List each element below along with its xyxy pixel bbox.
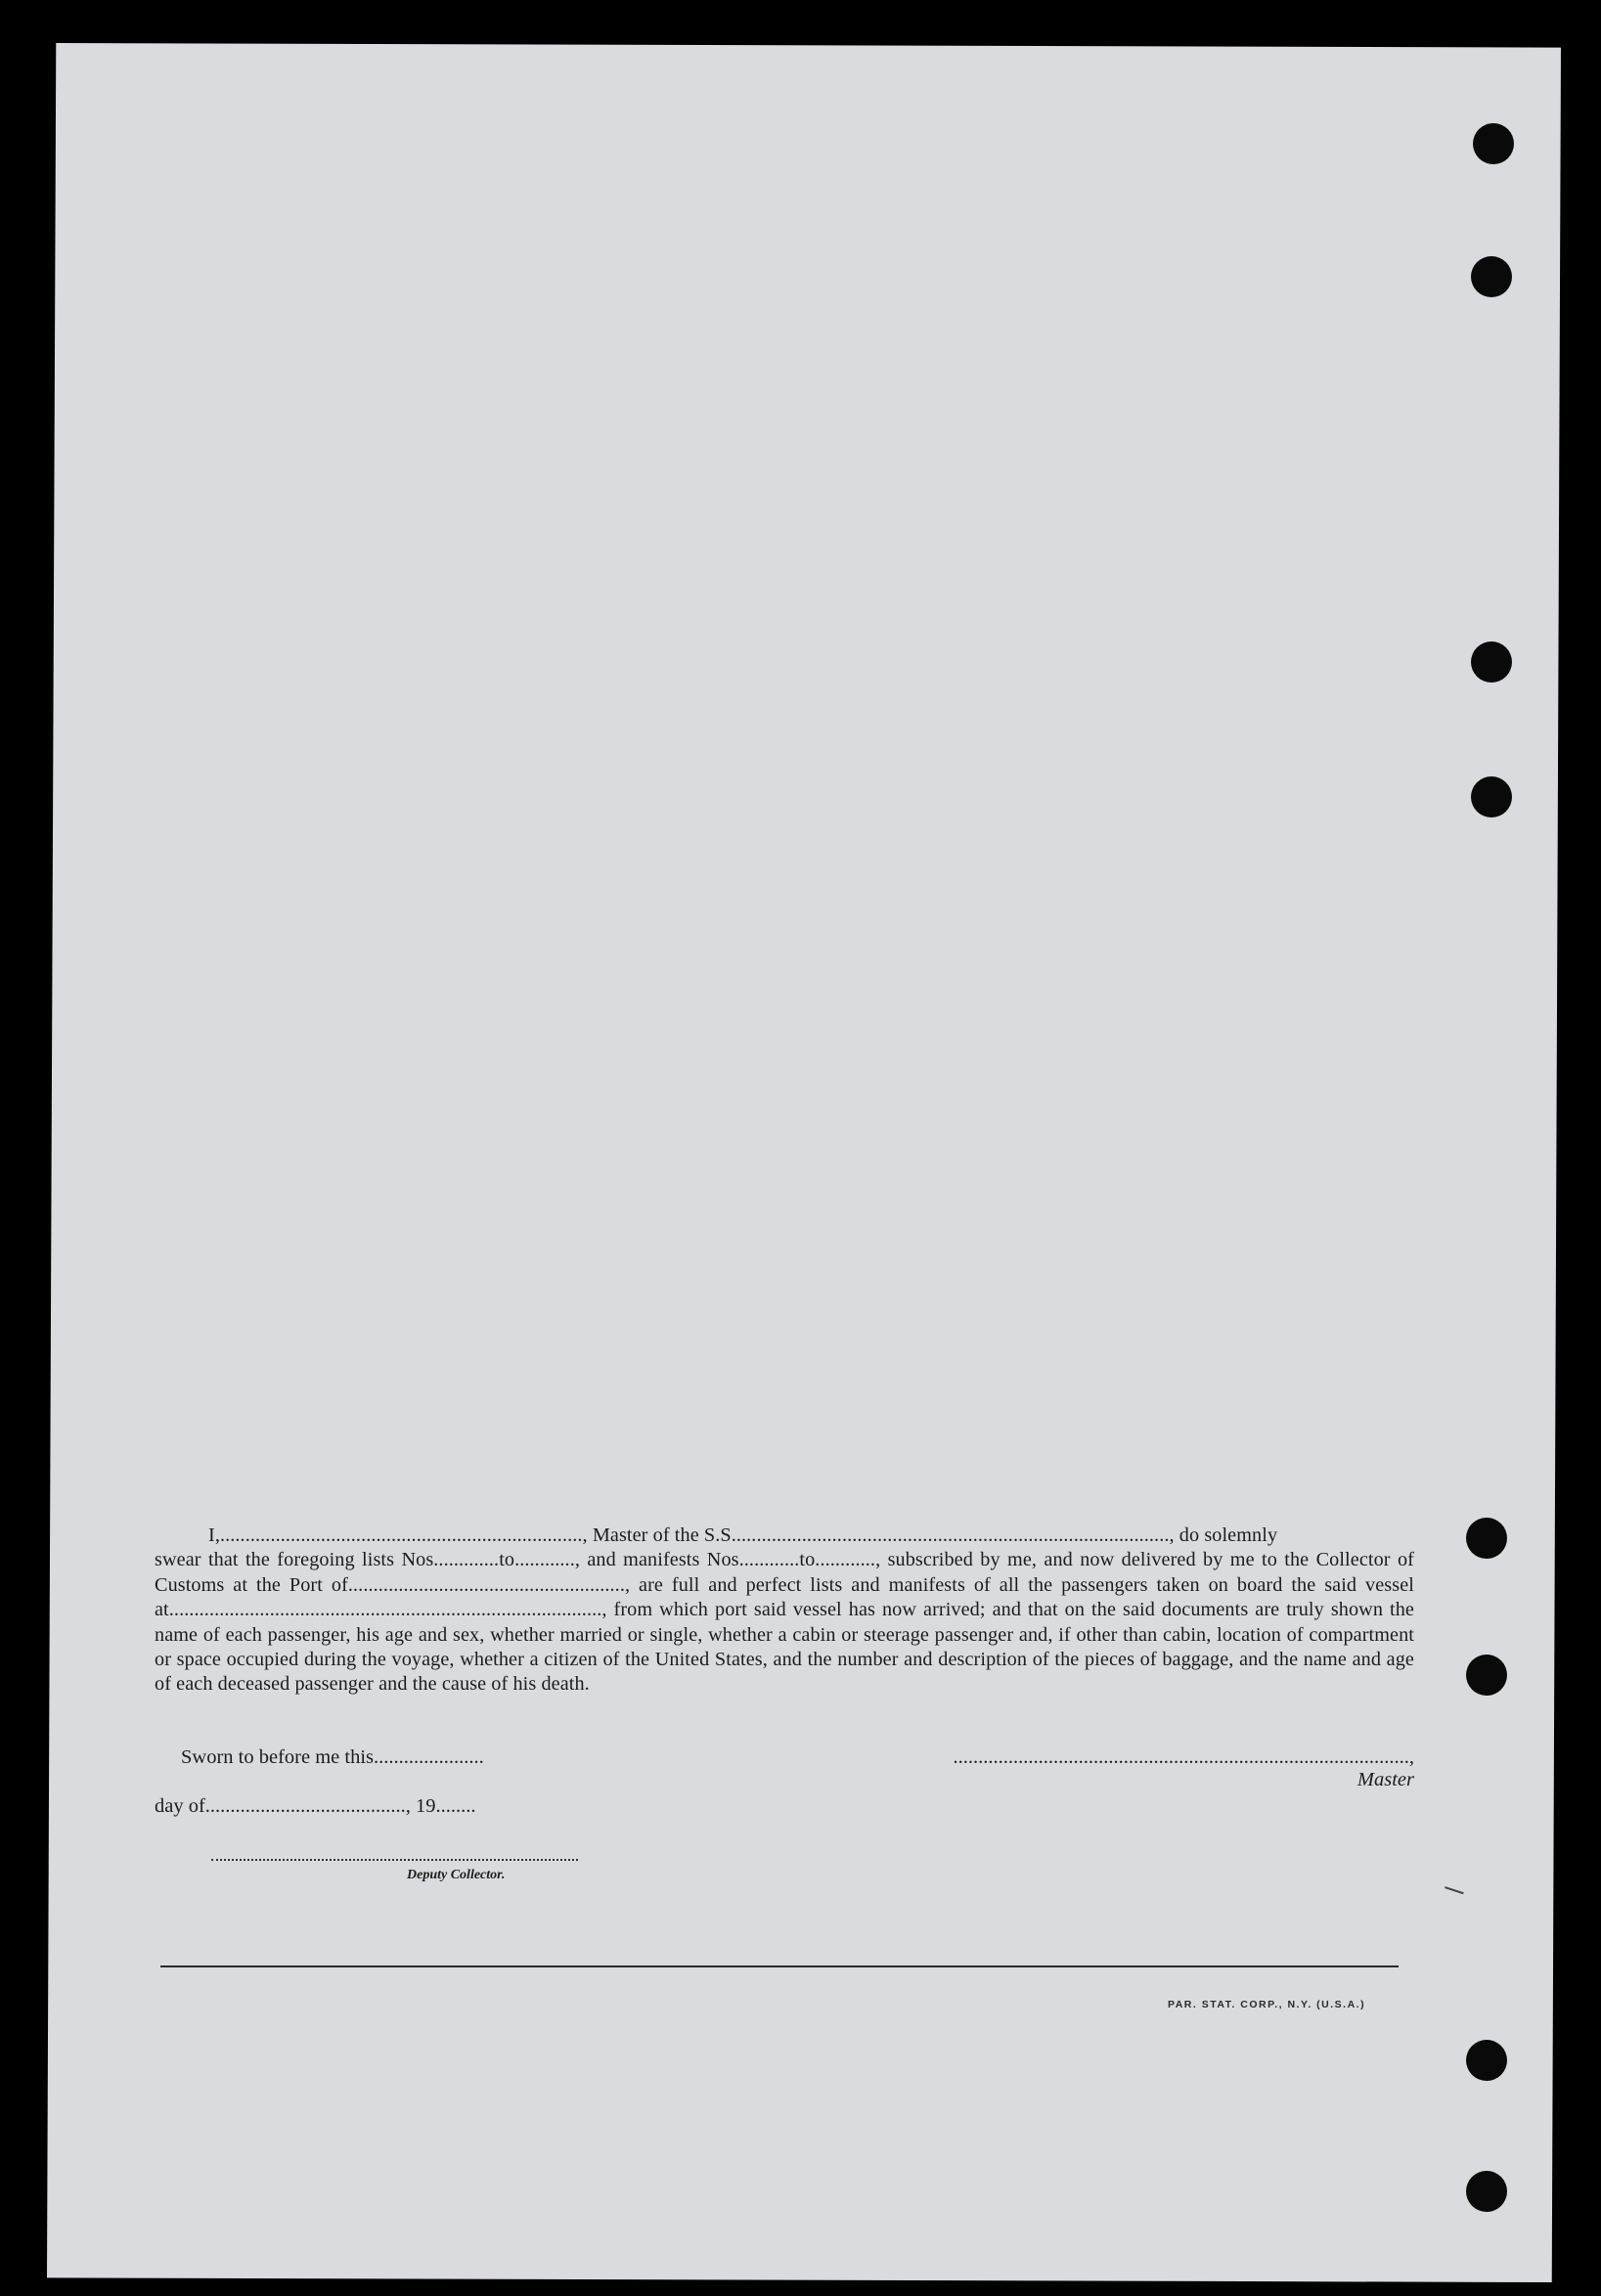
punch-hole (1466, 1655, 1507, 1696)
punch-hole (1471, 256, 1512, 297)
deputy-signature-line (211, 1859, 578, 1861)
printer-imprint: PAR. STAT. CORP., N.Y. (U.S.A.) (1168, 1999, 1366, 2010)
punch-hole (1471, 776, 1512, 817)
punch-hole (1471, 641, 1512, 683)
master-dotted-line: ..........................................................................................., (953, 1746, 1414, 1768)
day-of-line: day of........................................, 19........ (155, 1795, 476, 1817)
master-signature-line (904, 1746, 1414, 1791)
punch-hole (1466, 2040, 1507, 2081)
punch-hole (1466, 2171, 1507, 2212)
deputy-collector-label: Deputy Collector. (407, 1868, 506, 1882)
punch-hole (1466, 1518, 1507, 1559)
manifest-sheet (47, 43, 1561, 2282)
punch-hole (1473, 123, 1514, 164)
horizontal-rule (160, 1965, 1399, 1967)
master-oath-paragraph (155, 1523, 1414, 1698)
oath-body: swear that the foregoing lists Nos.............to............, and manifests Nos............to............, subscribed by me, and now delivered by me to the Collector of Customs at the Port of......................................................., are full and perfect lists and manifests of all the passengers taken on board the said vessel at......................................................................................, from which port said vessel has now arrived; and that on the said documents are truly shown the name of each passenger, his age and sex, whether married or single, whether a cabin or steerage passenger and, if other than cabin, location of compartment or space occupied during the voyage, whether a citizen of the United States, and the number and description of the pieces of baggage, and the name and age of each deceased passenger and the cause of his death. (155, 1549, 1414, 1696)
sworn-before-line: Sworn to before me this...................... (181, 1746, 484, 1768)
master-label: Master (1356, 1769, 1414, 1790)
oath-first-line: I,........................................................................, Master of the S.S......................................................................................., do solemnly (208, 1524, 1278, 1546)
